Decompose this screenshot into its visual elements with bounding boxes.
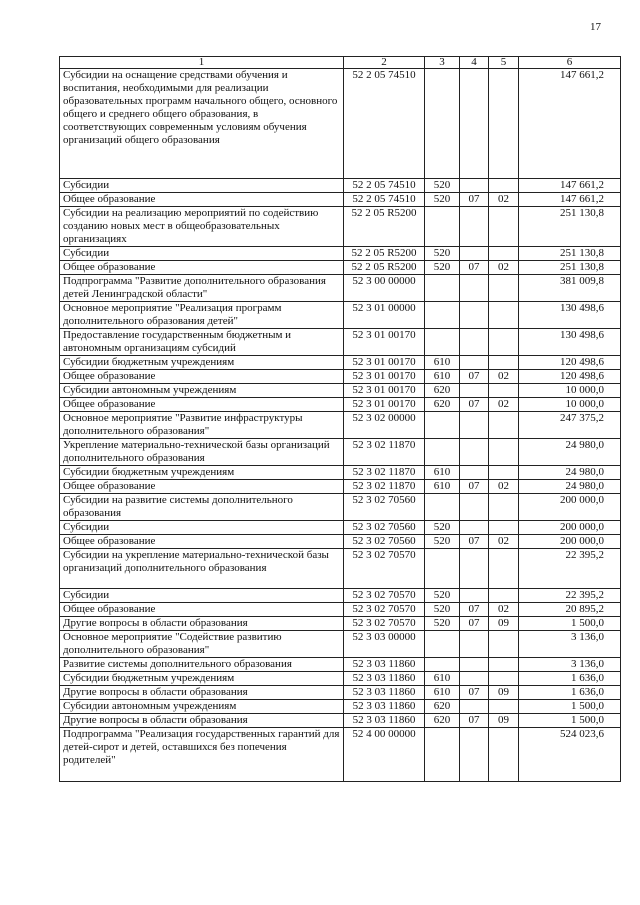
row-sum-cell: 1 500,0 [519, 714, 621, 728]
row-sum-cell: 247 375,2 [519, 412, 621, 439]
row-name-cell: Субсидии бюджетным учреждениям [60, 672, 344, 686]
row-code-cell: 52 2 05 74510 [344, 193, 425, 207]
row-pr-cell: 02 [489, 480, 519, 494]
row-code-cell: 52 3 03 11860 [344, 700, 425, 714]
header-cell-1: 1 [60, 57, 344, 69]
row-vr-cell: 520 [425, 535, 460, 549]
row-code-cell: 52 3 01 00170 [344, 370, 425, 384]
row-rz-cell: 07 [460, 686, 489, 700]
table-row [60, 686, 621, 700]
row-pr-cell [489, 275, 519, 302]
row-sum-cell: 3 136,0 [519, 631, 621, 658]
row-code-cell: 52 3 03 11860 [344, 686, 425, 700]
row-vr-cell: 520 [425, 193, 460, 207]
row-pr-cell [489, 631, 519, 658]
row-vr-cell: 520 [425, 589, 460, 603]
row-vr-cell [425, 69, 460, 179]
row-pr-cell [489, 700, 519, 714]
row-code-cell: 52 3 02 70570 [344, 603, 425, 617]
row-pr-cell [489, 302, 519, 329]
row-name-cell: Основное мероприятие "Развитие инфраструктуры дополнительного образования" [60, 412, 344, 439]
row-pr-cell: 09 [489, 617, 519, 631]
table-row [60, 370, 621, 384]
row-rz-cell: 07 [460, 370, 489, 384]
table-row [60, 207, 621, 247]
row-pr-cell [489, 356, 519, 370]
row-rz-cell [460, 700, 489, 714]
row-rz-cell: 07 [460, 480, 489, 494]
row-sum-cell: 251 130,8 [519, 261, 621, 275]
row-rz-cell [460, 412, 489, 439]
row-vr-cell: 620 [425, 384, 460, 398]
row-code-cell: 52 3 01 00000 [344, 302, 425, 329]
row-code-cell: 52 3 02 70570 [344, 549, 425, 589]
row-pr-cell [489, 69, 519, 179]
table-row [60, 439, 621, 466]
table-row [60, 589, 621, 603]
table-row [60, 398, 621, 412]
row-rz-cell [460, 356, 489, 370]
row-vr-cell: 610 [425, 686, 460, 700]
row-rz-cell [460, 207, 489, 247]
row-vr-cell: 610 [425, 480, 460, 494]
row-code-cell: 52 3 03 00000 [344, 631, 425, 658]
budget-table-body [60, 57, 621, 782]
row-vr-cell [425, 728, 460, 782]
row-rz-cell [460, 728, 489, 782]
row-vr-cell: 520 [425, 261, 460, 275]
row-code-cell: 52 3 02 70570 [344, 617, 425, 631]
row-pr-cell: 02 [489, 398, 519, 412]
row-code-cell: 52 2 05 74510 [344, 179, 425, 193]
row-rz-cell: 07 [460, 617, 489, 631]
row-code-cell: 52 3 02 70570 [344, 589, 425, 603]
row-name-cell: Субсидии на оснащение средствами обучения и воспитания, необходимыми для реализации образовательных программ начального общего, основного общего и среднего общего образования, в соответствующих современным условиям обучения организаций общего образования [60, 69, 344, 179]
row-vr-cell [425, 631, 460, 658]
row-rz-cell: 07 [460, 261, 489, 275]
table-row [60, 714, 621, 728]
table-row [60, 700, 621, 714]
row-vr-cell: 610 [425, 672, 460, 686]
row-name-cell: Общее образование [60, 370, 344, 384]
row-vr-cell: 620 [425, 700, 460, 714]
row-name-cell: Подпрограмма "Развитие дополнительного образования детей Ленинградской области" [60, 275, 344, 302]
row-name-cell: Субсидии [60, 521, 344, 535]
row-pr-cell: 09 [489, 714, 519, 728]
row-pr-cell: 02 [489, 603, 519, 617]
row-rz-cell [460, 275, 489, 302]
row-code-cell: 52 3 02 11870 [344, 466, 425, 480]
row-name-cell: Укрепление материально-технической базы организаций дополнительного образования [60, 439, 344, 466]
header-cell-6: 6 [519, 57, 621, 69]
table-row [60, 617, 621, 631]
row-name-cell: Общее образование [60, 480, 344, 494]
row-rz-cell [460, 658, 489, 672]
row-name-cell: Другие вопросы в области образования [60, 714, 344, 728]
row-code-cell: 52 3 03 11860 [344, 714, 425, 728]
row-pr-cell [489, 466, 519, 480]
row-rz-cell [460, 494, 489, 521]
table-row [60, 69, 621, 179]
row-pr-cell [489, 728, 519, 782]
row-rz-cell [460, 179, 489, 193]
row-code-cell: 52 3 02 70560 [344, 521, 425, 535]
row-vr-cell: 610 [425, 466, 460, 480]
row-code-cell: 52 3 01 00170 [344, 398, 425, 412]
row-sum-cell: 120 498,6 [519, 370, 621, 384]
row-name-cell: Субсидии на развитие системы дополнительного образования [60, 494, 344, 521]
row-code-cell: 52 2 05 R5200 [344, 261, 425, 275]
row-sum-cell: 147 661,2 [519, 179, 621, 193]
row-pr-cell [489, 549, 519, 589]
row-vr-cell: 610 [425, 370, 460, 384]
row-vr-cell: 620 [425, 714, 460, 728]
row-pr-cell [489, 672, 519, 686]
row-sum-cell: 130 498,6 [519, 302, 621, 329]
table-row [60, 658, 621, 672]
row-pr-cell [489, 179, 519, 193]
row-rz-cell [460, 439, 489, 466]
table-row [60, 193, 621, 207]
row-rz-cell: 07 [460, 398, 489, 412]
row-name-cell: Субсидии [60, 589, 344, 603]
row-pr-cell [489, 247, 519, 261]
row-sum-cell: 1 636,0 [519, 686, 621, 700]
row-code-cell: 52 3 02 70560 [344, 494, 425, 521]
table-row [60, 603, 621, 617]
row-vr-cell [425, 329, 460, 356]
row-rz-cell [460, 329, 489, 356]
row-vr-cell [425, 439, 460, 466]
row-vr-cell [425, 275, 460, 302]
row-pr-cell: 02 [489, 261, 519, 275]
header-cell-5: 5 [489, 57, 519, 69]
row-sum-cell: 1 500,0 [519, 617, 621, 631]
table-row [60, 494, 621, 521]
table-row [60, 412, 621, 439]
row-sum-cell: 130 498,6 [519, 329, 621, 356]
row-rz-cell [460, 549, 489, 589]
row-rz-cell: 07 [460, 603, 489, 617]
row-code-cell: 52 3 01 00170 [344, 356, 425, 370]
row-pr-cell [489, 658, 519, 672]
table-row [60, 535, 621, 549]
row-sum-cell: 1 636,0 [519, 672, 621, 686]
row-sum-cell: 381 009,8 [519, 275, 621, 302]
table-row [60, 480, 621, 494]
table-row [60, 728, 621, 782]
row-rz-cell [460, 384, 489, 398]
row-sum-cell: 10 000,0 [519, 384, 621, 398]
row-sum-cell: 251 130,8 [519, 247, 621, 261]
row-sum-cell: 22 395,2 [519, 549, 621, 589]
header-cell-4: 4 [460, 57, 489, 69]
row-sum-cell: 24 980,0 [519, 439, 621, 466]
table-row [60, 466, 621, 480]
row-code-cell: 52 4 00 00000 [344, 728, 425, 782]
row-name-cell: Общее образование [60, 535, 344, 549]
row-name-cell: Общее образование [60, 193, 344, 207]
row-rz-cell [460, 466, 489, 480]
row-vr-cell: 620 [425, 398, 460, 412]
row-code-cell: 52 3 02 11870 [344, 480, 425, 494]
row-pr-cell: 02 [489, 193, 519, 207]
table-row [60, 631, 621, 658]
row-rz-cell [460, 589, 489, 603]
row-sum-cell: 147 661,2 [519, 69, 621, 179]
row-sum-cell: 22 395,2 [519, 589, 621, 603]
row-pr-cell [489, 384, 519, 398]
table-row [60, 521, 621, 535]
row-pr-cell [489, 207, 519, 247]
row-pr-cell [489, 589, 519, 603]
table-row [60, 179, 621, 193]
row-name-cell: Субсидии [60, 247, 344, 261]
row-sum-cell: 200 000,0 [519, 521, 621, 535]
row-name-cell: Субсидии на укрепление материально-технической базы организаций дополнительного образования [60, 549, 344, 589]
row-sum-cell: 24 980,0 [519, 480, 621, 494]
row-name-cell: Подпрограмма "Реализация государственных гарантий для детей-сирот и детей, оставшихся без попечения родителей" [60, 728, 344, 782]
row-sum-cell: 251 130,8 [519, 207, 621, 247]
row-code-cell: 52 2 05 R5200 [344, 247, 425, 261]
row-rz-cell [460, 521, 489, 535]
row-sum-cell: 24 980,0 [519, 466, 621, 480]
row-sum-cell: 200 000,0 [519, 535, 621, 549]
table-row [60, 302, 621, 329]
row-pr-cell [489, 521, 519, 535]
header-cell-3: 3 [425, 57, 460, 69]
row-sum-cell: 10 000,0 [519, 398, 621, 412]
row-sum-cell: 524 023,6 [519, 728, 621, 782]
row-vr-cell: 520 [425, 247, 460, 261]
row-name-cell: Другие вопросы в области образования [60, 617, 344, 631]
row-rz-cell [460, 69, 489, 179]
row-pr-cell: 09 [489, 686, 519, 700]
row-sum-cell: 20 895,2 [519, 603, 621, 617]
row-name-cell: Общее образование [60, 603, 344, 617]
header-cell-2: 2 [344, 57, 425, 69]
row-name-cell: Общее образование [60, 398, 344, 412]
row-rz-cell [460, 247, 489, 261]
row-code-cell: 52 3 00 00000 [344, 275, 425, 302]
row-sum-cell: 200 000,0 [519, 494, 621, 521]
row-rz-cell: 07 [460, 193, 489, 207]
row-sum-cell: 3 136,0 [519, 658, 621, 672]
row-name-cell: Субсидии автономным учреждениям [60, 384, 344, 398]
row-rz-cell: 07 [460, 714, 489, 728]
table-row [60, 672, 621, 686]
row-vr-cell: 520 [425, 521, 460, 535]
row-pr-cell [489, 439, 519, 466]
row-name-cell: Общее образование [60, 261, 344, 275]
row-code-cell: 52 2 05 R5200 [344, 207, 425, 247]
table-row [60, 275, 621, 302]
row-sum-cell: 120 498,6 [519, 356, 621, 370]
table-row [60, 247, 621, 261]
row-code-cell: 52 3 02 11870 [344, 439, 425, 466]
row-code-cell: 52 3 02 00000 [344, 412, 425, 439]
row-pr-cell: 02 [489, 370, 519, 384]
row-vr-cell: 610 [425, 356, 460, 370]
row-rz-cell: 07 [460, 535, 489, 549]
row-vr-cell: 520 [425, 617, 460, 631]
row-pr-cell [489, 412, 519, 439]
header-row [60, 57, 621, 69]
row-pr-cell [489, 494, 519, 521]
page-number: 17 [590, 21, 601, 33]
row-name-cell: Основное мероприятие "Содействие развитию дополнительного образования" [60, 631, 344, 658]
row-code-cell: 52 3 01 00170 [344, 329, 425, 356]
row-name-cell: Основное мероприятие "Реализация программ дополнительного образования детей" [60, 302, 344, 329]
row-vr-cell [425, 412, 460, 439]
row-rz-cell [460, 672, 489, 686]
row-name-cell: Другие вопросы в области образования [60, 686, 344, 700]
row-code-cell: 52 3 01 00170 [344, 384, 425, 398]
row-code-cell: 52 3 03 11860 [344, 658, 425, 672]
table-row [60, 356, 621, 370]
row-code-cell: 52 3 02 70560 [344, 535, 425, 549]
row-name-cell: Развитие системы дополнительного образования [60, 658, 344, 672]
table-row [60, 384, 621, 398]
row-vr-cell: 520 [425, 603, 460, 617]
row-code-cell: 52 3 03 11860 [344, 672, 425, 686]
row-vr-cell [425, 549, 460, 589]
row-sum-cell: 147 661,2 [519, 193, 621, 207]
table-row [60, 329, 621, 356]
table-row [60, 261, 621, 275]
row-sum-cell: 1 500,0 [519, 700, 621, 714]
row-name-cell: Субсидии [60, 179, 344, 193]
row-vr-cell [425, 302, 460, 329]
row-pr-cell [489, 329, 519, 356]
row-name-cell: Предоставление государственным бюджетным и автономным организациям субсидий [60, 329, 344, 356]
row-pr-cell: 02 [489, 535, 519, 549]
budget-table [59, 56, 621, 782]
row-code-cell: 52 2 05 74510 [344, 69, 425, 179]
row-vr-cell: 520 [425, 179, 460, 193]
row-rz-cell [460, 631, 489, 658]
row-vr-cell [425, 207, 460, 247]
row-name-cell: Субсидии на реализацию мероприятий по содействию созданию новых мест в общеобразовательных организациях [60, 207, 344, 247]
row-vr-cell [425, 494, 460, 521]
table-row [60, 549, 621, 589]
row-rz-cell [460, 302, 489, 329]
row-name-cell: Субсидии бюджетным учреждениям [60, 356, 344, 370]
row-name-cell: Субсидии автономным учреждениям [60, 700, 344, 714]
row-vr-cell [425, 658, 460, 672]
row-name-cell: Субсидии бюджетным учреждениям [60, 466, 344, 480]
